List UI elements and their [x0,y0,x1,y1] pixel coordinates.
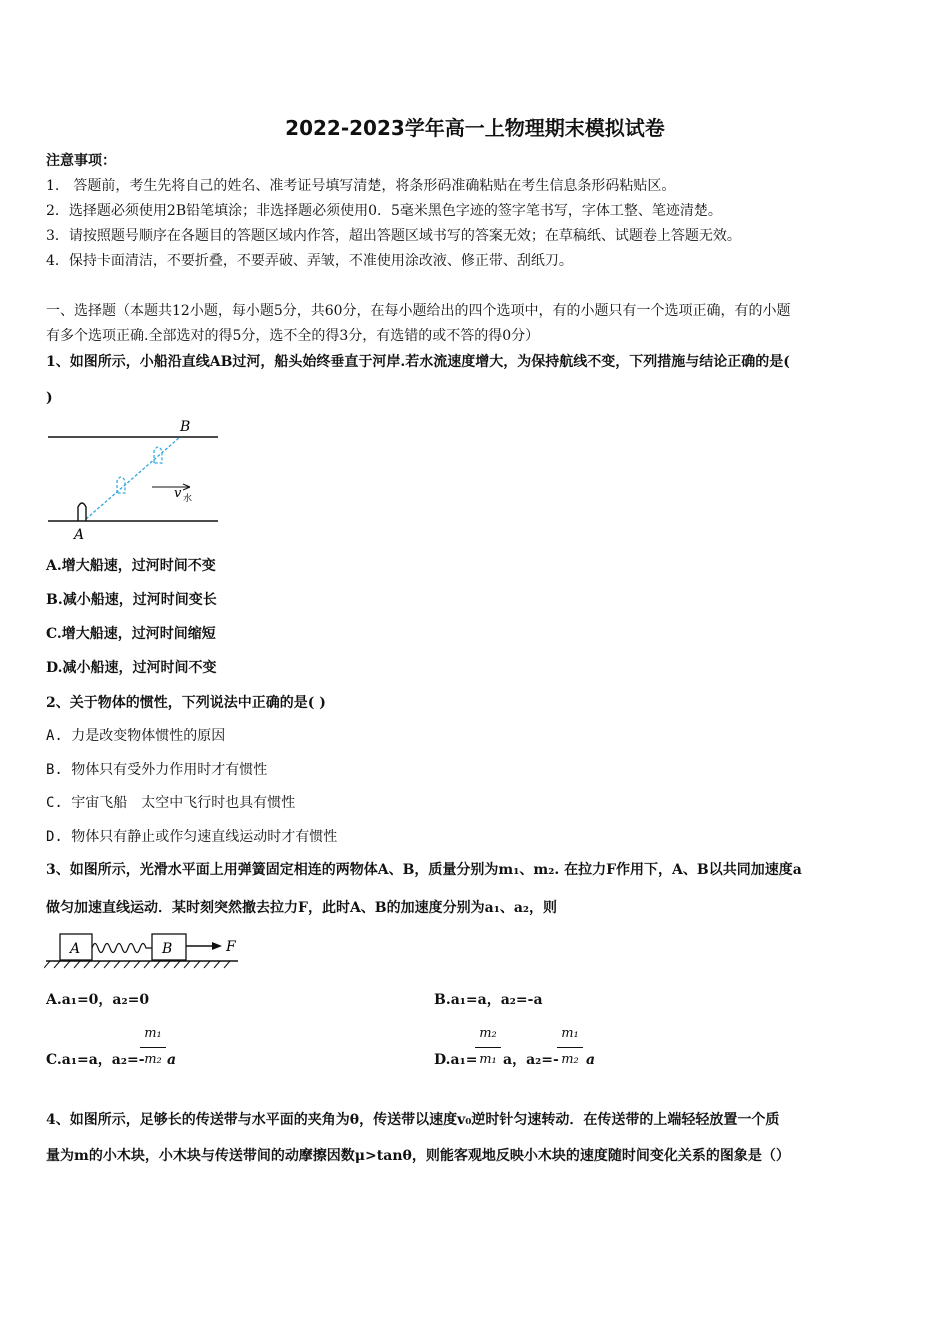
q4-stem: 4、如图所示，足够长的传送带与水平面的夹角为θ，传送带以速度v₀逆时针匀速转动．在传送带的上端轻轻放置一个质 [46,1112,780,1128]
q1-option-a: A.增大船速，过河时间不变 [46,558,216,574]
q3-option-d-suffix: a [586,1052,596,1068]
label-v: v [174,486,182,501]
label-b: B [180,419,191,435]
boat-icon [78,503,86,521]
fraction-denominator: m₂ [561,1052,579,1067]
q3-option-b: B.a₁=a，a₂=-a [434,992,543,1008]
label-v-sub: 水 [183,494,193,504]
label-f: F [226,939,236,955]
q1-option-b: B.减小船速，过河时间变长 [46,592,217,608]
q4-stem-2: 量为m的小木块，小木块与传送带间的动摩擦因数μ>tanθ，则能客观地反映小木块的速度随时间变化关系的图象是（） [46,1148,790,1164]
arrow-icon [212,942,222,950]
section-instructions-line2: 有多个选项正确.全部选对的得5分，选不全的得3分，有选错的或不答的得0分） [46,328,540,344]
q3-stem-2: 做匀加速直线运动．某时刻突然撤去拉力F，此时A、B的加速度分别为a₁、a₂，则 [46,900,558,916]
notice-heading: 注意事项： [46,153,116,169]
label-a: A [70,941,81,957]
q3-option-c-suffix: a [167,1052,177,1068]
q3-option-c-prefix: C.a₁=a，a₂=- [46,1052,145,1068]
q2-option-d: D. 物体只有静止或作匀速直线运动时才有惯性 [46,829,338,845]
section-instructions-line1: 一、选择题（本题共12小题，每小题5分，共60分，在每小题给出的四个选项中，有的小题只有一个选项正确，有的小题 [46,303,791,319]
page-title: 2022-2023学年高一上物理期末模拟试卷 [285,116,665,140]
notice-item: 1. 答题前，考生先将自己的姓名、准考证号填写清楚，将条形码准确粘贴在考生信息条形码粘贴区。 [46,178,676,194]
notice-item: 2．选择题必须使用2B铅笔填涂；非选择题必须使用0．5毫米黑色字迹的签字笔书写，字体工整、笔迹清楚。 [46,203,722,219]
q1-stem: 1、如图所示，小船沿直线AB过河，船头始终垂直于河岸.若水流速度增大，为保持航线不变，下列措施与结论正确的是( [46,354,790,370]
path-line-ab [86,437,180,519]
label-b: B [162,941,173,957]
fraction-bar [140,1047,166,1048]
spring-icon [92,944,152,953]
q3-option-d-mid: a，a₂=- [503,1052,559,1068]
q1-option-c: C.增大船速，过河时间缩短 [46,626,216,642]
fraction-bar [475,1047,501,1048]
q2-stem: 2、关于物体的惯性，下列说法中正确的是( ) [46,695,326,711]
q1-stem-end: ) [46,390,53,406]
q2-option-a: A. 力是改变物体惯性的原因 [46,728,226,744]
fraction-numerator: m₂ [479,1026,497,1041]
boat-ghost-icon [154,447,162,463]
label-a: A [74,527,85,543]
fraction-bar [557,1047,583,1048]
q2-option-c: C. 宇宙飞船 太空中飞行时也具有惯性 [46,795,296,811]
q3-option-d-prefix: D.a₁= [434,1052,478,1068]
q3-stem: 3、如图所示，光滑水平面上用弹簧固定相连的两物体A、B，质量分别为m₁、m₂. 在拉力F作用下，A、B以共同加速度a [46,862,802,878]
q3-spring-diagram [44,928,244,972]
q1-boat-diagram [40,415,230,545]
q1-option-d: D.减小船速，过河时间不变 [46,660,217,676]
fraction-numerator: m₁ [561,1026,579,1041]
q2-option-b: B. 物体只有受外力作用时才有惯性 [46,762,268,778]
fraction-denominator: m₁ [479,1052,497,1067]
fraction-numerator: m₁ [144,1026,162,1041]
notice-item: 4．保持卡面清洁，不要折叠，不要弄破、弄皱，不准使用涂改液、修正带、刮纸刀。 [46,253,573,269]
notice-item: 3．请按照题号顺序在各题目的答题区域内作答，超出答题区域书写的答案无效；在草稿纸、试题卷上答题无效。 [46,228,741,244]
q3-option-a: A.a₁=0，a₂=0 [46,992,150,1008]
fraction-denominator: m₂ [144,1052,162,1067]
